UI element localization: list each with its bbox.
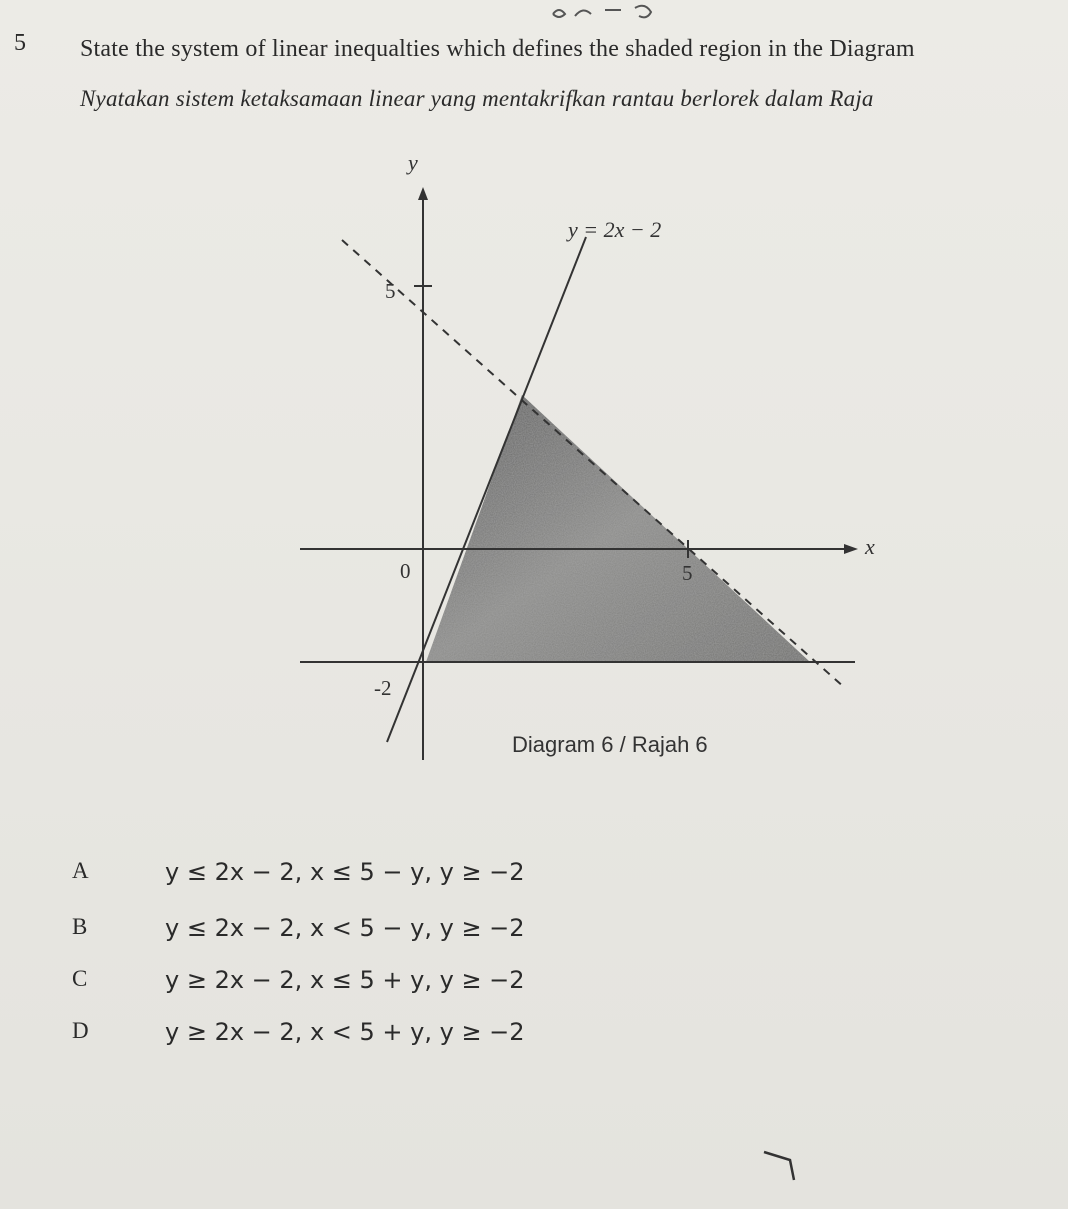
x-tick-5-label: 5 [682, 561, 693, 585]
option-c-letter: C [72, 966, 88, 991]
line-equation-label: y = 2x − 2 [568, 217, 662, 242]
option-c-text: y ≥ 2x − 2, x ≤ 5 + y, y ≥ −2 [165, 966, 525, 994]
diagram-6 [290, 140, 875, 770]
question-number: 5 [14, 30, 26, 56]
option-b-text: y ≤ 2x − 2, x < 5 − y, y ≥ −2 [165, 914, 525, 942]
x-axis-label: x [865, 534, 875, 559]
origin-label: 0 [400, 559, 411, 583]
option-d-text: y ≥ 2x − 2, x < 5 + y, y ≥ −2 [165, 1018, 525, 1046]
option-a-letter: A [72, 858, 89, 883]
y-tick-neg2-label: -2 [374, 676, 392, 700]
option-d-letter: D [72, 1018, 89, 1043]
y-axis-label: y [408, 150, 418, 175]
option-b-letter: B [72, 914, 88, 939]
y-axis-arrow [418, 187, 428, 200]
diagram-caption: Diagram 6 / Rajah 6 [512, 732, 708, 757]
pencil-scribble [545, 0, 725, 24]
shaded-region [426, 395, 810, 662]
pencil-mark [760, 1148, 800, 1188]
y-tick-5-label: 5 [385, 279, 396, 303]
x-axis-arrow [844, 544, 858, 554]
question-text-english: State the system of linear inequalties which defines the shaded region in the Diagram [80, 36, 915, 62]
question-text-malay: Nyatakan sistem ketaksamaan linear yang mentakrifkan rantau berlorek dalam Raja [80, 86, 874, 111]
option-a-text: y ≤ 2x − 2, x ≤ 5 − y, y ≥ −2 [165, 858, 525, 886]
